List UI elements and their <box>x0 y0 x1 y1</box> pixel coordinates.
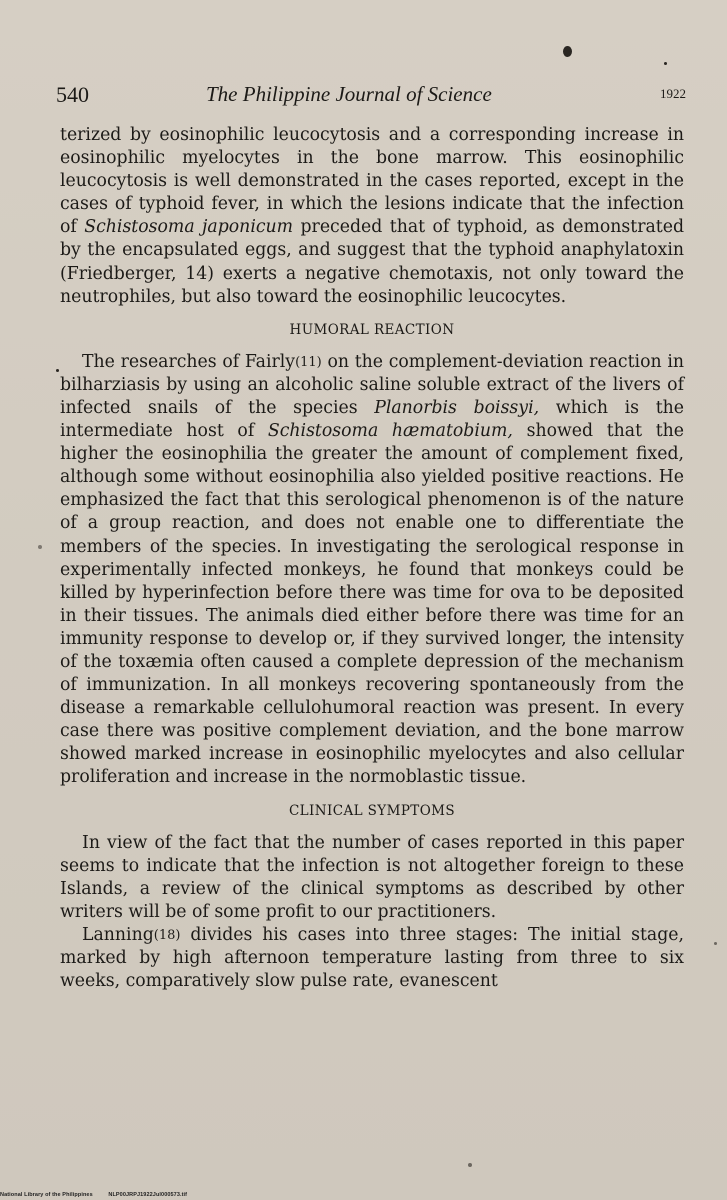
lanning-paragraph: Lanning(18) divides his cases into three stages: The initial stage, marked by high afternoon temperature lasting from three to six weeks, comparatively slow pulse rate, evanescent <box>60 924 684 992</box>
ink-speck <box>714 942 717 945</box>
species-name: Planorbis boissyi, <box>374 397 540 418</box>
journal-title: The Philippine Journal of Science <box>206 82 492 106</box>
running-header <box>56 82 686 108</box>
section-heading-clinical: CLINICAL SYMPTOMS <box>288 802 456 819</box>
scan-footer <box>0 1192 201 1198</box>
ink-speck <box>664 62 667 65</box>
species-name: Schistosoma hæmatobium, <box>267 421 513 442</box>
intro-paragraph: terized by eosinophilic leucocytosis and a corresponding increase in eosinophilic myelocytes in the bone marrow. This eosinophilic leucocytosis is well demonstrated in the cases reported, except in the cases of typhoid fever, in which the lesions indicate that the infection of Schistosoma japonicum preceded that of typhoid, as demonstrated by the encapsulated eggs, and suggest that the typhoid anaphylatoxin (Friedberger, 14) exerts a negative chemotaxis, not only toward the neutrophiles, but also toward the eosinophilic leucocytes. <box>60 125 685 307</box>
ink-speck <box>468 1163 472 1167</box>
article-body <box>60 124 684 993</box>
publication-year: 1922 <box>660 86 686 101</box>
ink-speck <box>56 369 59 372</box>
ink-speck <box>38 545 42 549</box>
humoral-paragraph: The researches of Fairly(11) on the complement-deviation reaction in bilharziasis by using an alcoholic saline soluble extract of the livers of infected snails of the species Planorbis boissyi, which is the intermediate host of Schistosoma hæmatobium, showed that the higher the eosinophilia the greater the amount of complement fixed, although some without eosinophilia also yielded positive reactions. He emphasized the fact that this serological phenomenon is of the nature of a group reaction, and does not enable one to differentiate the members of the species. In investigating the serological response in experimentally infected monkeys, he found that monkeys could be killed by hyperinfection before there was time for ova to be deposited in their tissues. The animals died either before there was time for an immunity response to develop or, if they survived longer, the intensity of the toxæmia often caused a complete depression of the mechanism of immunization. In all monkeys recovering spontaneously from the disease a remarkable cellulohumoral reaction was present. In every case there was positive complement deviation, and the bone marrow showed marked increase in eosinophilic myelocytes and also cellular proliferation and increase in the normoblastic tissue. <box>60 351 684 788</box>
ink-spot <box>563 46 572 57</box>
scan-file-id: NLP00JRPJ1922Jul000573.tif <box>108 1192 188 1198</box>
reference-marker: (11) <box>295 354 322 370</box>
reference-marker: (18) <box>153 927 181 943</box>
page-number: 540 <box>56 82 89 107</box>
library-credit: National Library of the Philippines <box>0 1192 93 1198</box>
clinical-paragraph: In view of the fact that the number of cases reported in this paper seems to indicate that the infection is not altogether foreign to these Islands, a review of the clinical symptoms as described by other writers will be of some profit to our practitioners. <box>60 832 684 922</box>
section-heading-humoral: HUMORAL REACTION <box>289 321 455 338</box>
species-name: Schistosoma japonicum <box>84 217 294 238</box>
